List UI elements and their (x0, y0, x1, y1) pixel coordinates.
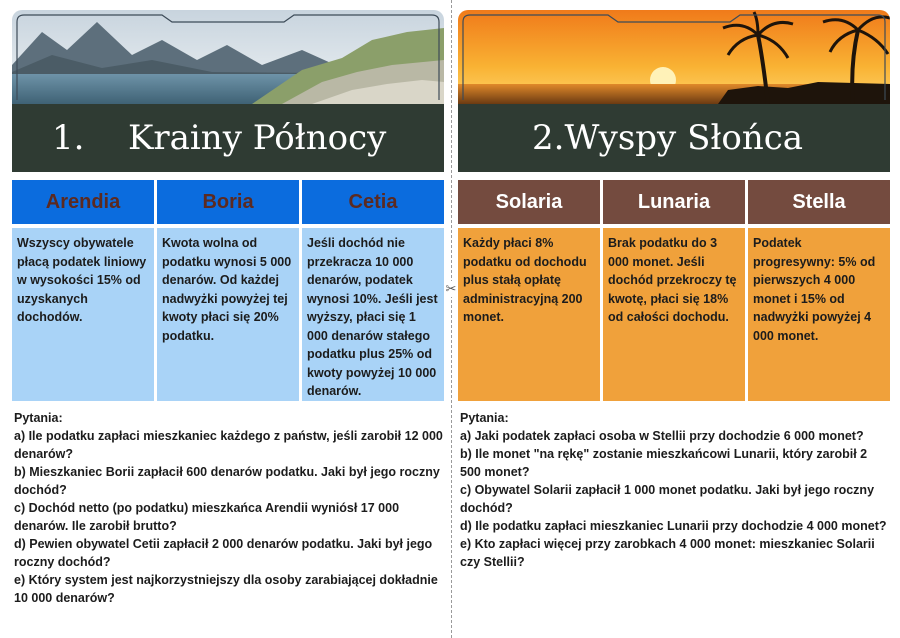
cut-line (451, 0, 452, 638)
question-item: a) Ile podatku zapłaci mieszkaniec każdego z państw, jeśli zarobił 12 000 denarów? (14, 429, 443, 461)
section-title (458, 104, 890, 172)
scissors-icon: ✂ (443, 281, 459, 297)
island-column-stella (748, 180, 890, 401)
country-name: Arendia (12, 180, 154, 224)
questions-header: Pytania: (460, 411, 509, 425)
questions-header: Pytania: (14, 411, 63, 425)
card-northern-lands (12, 10, 444, 607)
section-number: 1. (52, 118, 85, 158)
island-name: Lunaria (603, 180, 745, 224)
question-item: d) Pewien obywatel Cetii zapłacił 2 000 denarów podatku. Jaki był jego roczny dochód? (14, 537, 433, 569)
country-column-cetia (302, 180, 444, 401)
country-name: Cetia (302, 180, 444, 224)
questions-list (458, 409, 890, 571)
tax-rule: Brak podatku do 3 000 monet. Jeśli dochód przekroczy tę kwotę, płaci się 18% od całości dochodu. (603, 228, 745, 401)
island-columns (458, 180, 890, 401)
country-columns (12, 180, 444, 401)
tax-rule: Jeśli dochód nie przekracza 10 000 denarów, podatek wynosi 10%. Jeśli jest wyższy, płaci się 1 000 denarów stałego podatku plus 25% od kwoty powyżej 10 000 denarów. (302, 228, 444, 401)
question-item: e) Kto zapłaci więcej przy zarobkach 4 000 monet: mieszkaniec Solarii czy Stellii? (460, 537, 875, 569)
tax-rule: Wszyscy obywatele płacą podatek liniowy w wysokości 15% od uzyskanych dochodów. (12, 228, 154, 401)
tax-rule: Każdy płaci 8% podatku od dochodu plus stałą opłatę administracyjną 200 monet. (458, 228, 600, 401)
section-title (12, 104, 444, 172)
question-item: e) Który system jest najkorzystniejszy dla osoby zarabiającej dokładnie 10 000 denarów? (14, 573, 438, 605)
question-item: b) Mieszkaniec Borii zapłacił 600 denarów podatku. Jaki był jego roczny dochód? (14, 465, 440, 497)
card-sun-islands (458, 10, 890, 571)
country-name: Boria (157, 180, 299, 224)
questions-list (12, 409, 444, 607)
question-item: d) Ile podatku zapłaci mieszkaniec Lunarii przy dochodzie 4 000 monet? (460, 519, 887, 533)
country-column-boria (157, 180, 299, 401)
tax-rule: Kwota wolna od podatku wynosi 5 000 denarów. Od każdej nadwyżki powyżej tej kwoty płaci się 20% podatku. (157, 228, 299, 401)
island-name: Solaria (458, 180, 600, 224)
island-column-solaria (458, 180, 600, 401)
sunset-palm-image (458, 10, 890, 104)
question-item: b) Ile monet "na rękę" zostanie mieszkańcowi Lunarii, który zarobił 2 500 monet? (460, 447, 868, 479)
country-column-arendia (12, 180, 154, 401)
section-title-text: 2.Wyspy Słońca (532, 118, 804, 158)
island-column-lunaria (603, 180, 745, 401)
question-item: c) Obywatel Solarii zapłacił 1 000 monet podatku. Jaki był jego roczny dochód? (460, 483, 875, 515)
question-item: c) Dochód netto (po podatku) mieszkańca Arendii wyniósł 17 000 denarów. Ile zarobił brutto? (14, 501, 400, 533)
mountain-landscape-image (12, 10, 444, 104)
island-name: Stella (748, 180, 890, 224)
tax-rule: Podatek progresywny: 5% od pierwszych 4 000 monet i 15% od nadwyżki powyżej 4 000 monet. (748, 228, 890, 401)
question-item: a) Jaki podatek zapłaci osoba w Stellii przy dochodzie 6 000 monet? (460, 429, 864, 443)
section-title-text: Krainy Północy (128, 118, 387, 158)
